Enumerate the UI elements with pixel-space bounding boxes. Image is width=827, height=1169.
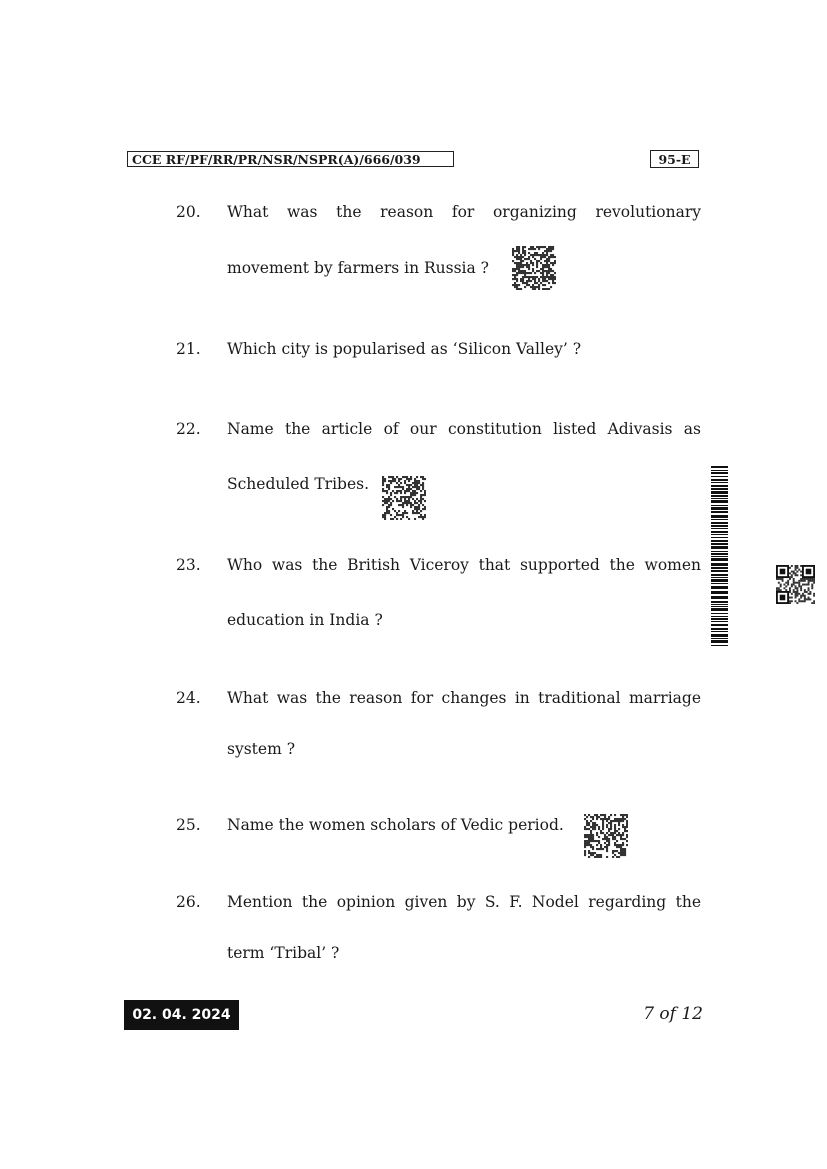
question-number: 20. xyxy=(176,203,201,221)
question-number: 24. xyxy=(176,689,201,707)
question-text-line: Which city is popularised as ‘Silicon Valley’ ? xyxy=(227,340,582,358)
exam-date-badge: 02. 04. 2024 xyxy=(124,1000,239,1030)
question-number: 22. xyxy=(176,420,201,438)
qr-code-icon xyxy=(382,476,426,520)
paper-code: CCE RF/PF/RR/PR/NSR/NSPR(A)/666/039 xyxy=(127,151,454,167)
question-number: 26. xyxy=(176,893,201,911)
qr-code-icon xyxy=(512,246,556,290)
question-text-line: Mention the opinion given by S. F. Nodel regarding the xyxy=(227,893,701,911)
question-text-line: Name the women scholars of Vedic period. xyxy=(227,816,564,834)
barcode-icon xyxy=(711,466,728,646)
set-code: 95-E xyxy=(650,150,699,168)
question-text-line: What was the reason for changes in traditional marriage xyxy=(227,689,701,707)
question-text-line: system ? xyxy=(227,740,296,758)
question-text-line: term ‘Tribal’ ? xyxy=(227,944,340,962)
question-number: 23. xyxy=(176,556,201,574)
question-number: 21. xyxy=(176,340,201,358)
question-text-line: What was the reason for organizing revolutionary xyxy=(227,203,701,221)
qr-code-icon xyxy=(584,814,628,858)
question-text-line: Who was the British Viceroy that supported the women xyxy=(227,556,701,574)
question-number: 25. xyxy=(176,816,201,834)
question-text-line: education in India ? xyxy=(227,611,383,629)
page-number: 7 of 12 xyxy=(643,1004,703,1024)
question-text-line: movement by farmers in Russia ? xyxy=(227,259,489,277)
question-text-line: Name the article of our constitution listed Adivasis as xyxy=(227,420,701,438)
question-text-line: Scheduled Tribes. xyxy=(227,475,370,493)
side-qr-code-icon xyxy=(776,565,815,604)
